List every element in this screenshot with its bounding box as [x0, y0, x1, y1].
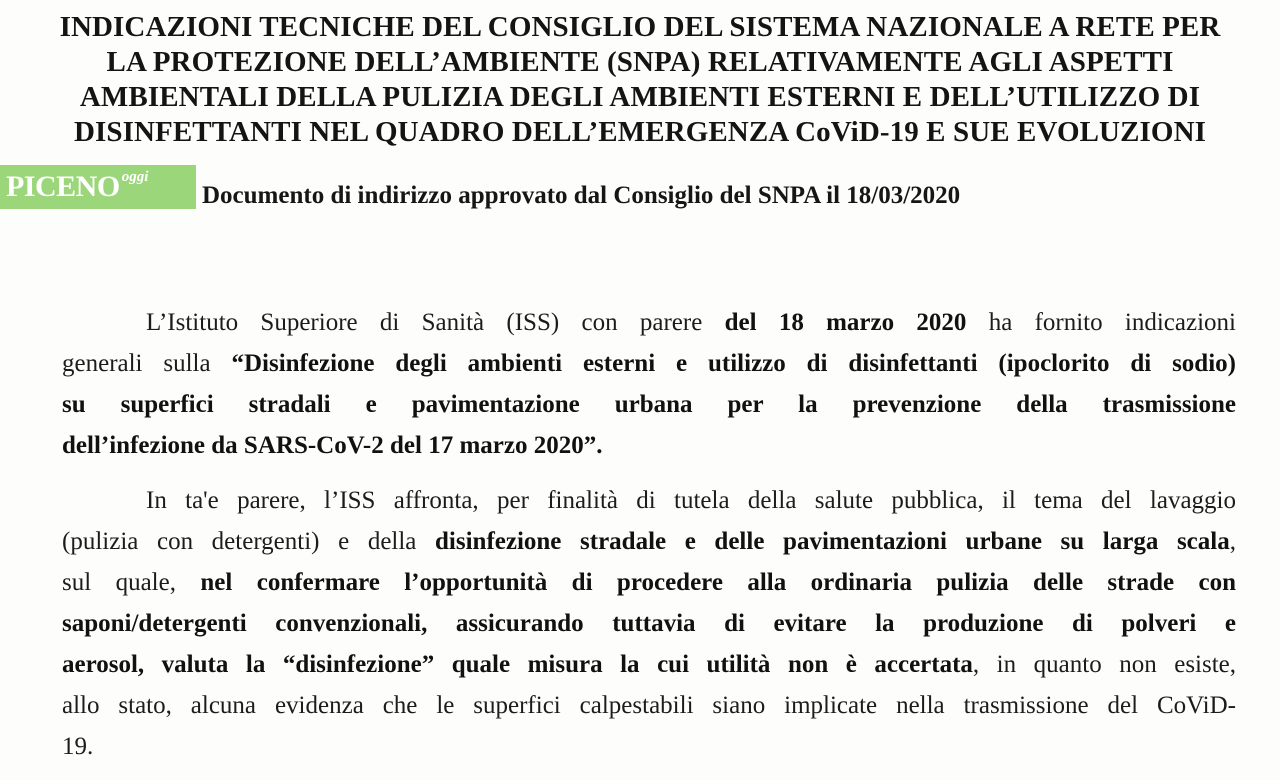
paragraph-line: allo stato, alcuna evidenza che le superfici calpestabili siano implicate nella trasmissione del CoViD- [62, 692, 1236, 719]
text-run-bold: “Disinfezione degli ambienti esterni e utilizzo di disinfettanti (ipoclorito di sodio) [231, 350, 1236, 377]
text-run: sul quale, [62, 569, 201, 596]
document-subtitle: Documento di indirizzo approvato dal Consiglio del SNPA il 18/03/2020 [202, 182, 961, 209]
text-run: , [1229, 528, 1236, 555]
title-line: LA PROTEZIONE DELL’AMBIENTE (SNPA) RELATIVAMENTE AGLI ASPETTI [106, 46, 1174, 78]
paragraph-line: 19. [62, 733, 94, 760]
text-run: ha fornito indicazioni [966, 309, 1236, 336]
paragraph-2 [62, 480, 1236, 767]
text-run: generali sulla [62, 350, 232, 377]
paragraph-line [62, 302, 1236, 343]
paragraph-line [62, 521, 1236, 562]
title-line: INDICAZIONI TECNICHE DEL CONSIGLIO DEL SISTEMA NAZIONALE A RETE PER [59, 11, 1221, 43]
text-run-bold: nel confermare l’opportunità di procedere alla ordinaria pulizia delle strade con [200, 569, 1236, 596]
title-line: DISINFETTANTI NEL QUADRO DELL’EMERGENZA CoViD-19 E SUE EVOLUZIONI [73, 116, 1207, 148]
paragraph-line: saponi/detergenti convenzionali, assicurando tuttavia di evitare la produzione di polveri e [62, 610, 1236, 637]
text-run-bold: disinfezione stradale e delle pavimentazioni urbane su larga scala [435, 528, 1230, 555]
paragraph-line: In ta'e parere, l’ISS affronta, per finalità di tutela della salute pubblica, il tema del lavaggio [146, 487, 1236, 514]
document-title [40, 10, 1240, 150]
text-run-bold: aerosol, valuta la “disinfezione” quale misura la cui utilità non è accertata [62, 651, 973, 678]
text-run-bold: del 18 marzo 2020 [724, 309, 967, 336]
piceno-oggi-watermark-logo [0, 165, 196, 209]
title-line: AMBIENTALI DELLA PULIZIA DEGLI AMBIENTI ESTERNI E DELL’UTILIZZO DI [79, 81, 1201, 113]
text-run: L’Istituto Superiore di Sanità (ISS) con parere [146, 309, 725, 336]
paragraph-line: dell’infezione da SARS-CoV-2 del 17 marzo 2020”. [62, 432, 603, 459]
paragraph-line [62, 562, 1236, 603]
logo-sup-text: oggi [121, 168, 149, 185]
logo-main-text: PICENO [6, 170, 120, 203]
text-run: , in quanto non esiste, [972, 651, 1237, 678]
paragraph-line [62, 644, 1236, 685]
paragraph-1 [62, 302, 1236, 466]
text-run: (pulizia con detergenti) e della [62, 528, 436, 555]
paragraph-line: su superfici stradali e pavimentazione urbana per la prevenzione della trasmissione [62, 391, 1236, 418]
paragraph-line [62, 343, 1236, 384]
